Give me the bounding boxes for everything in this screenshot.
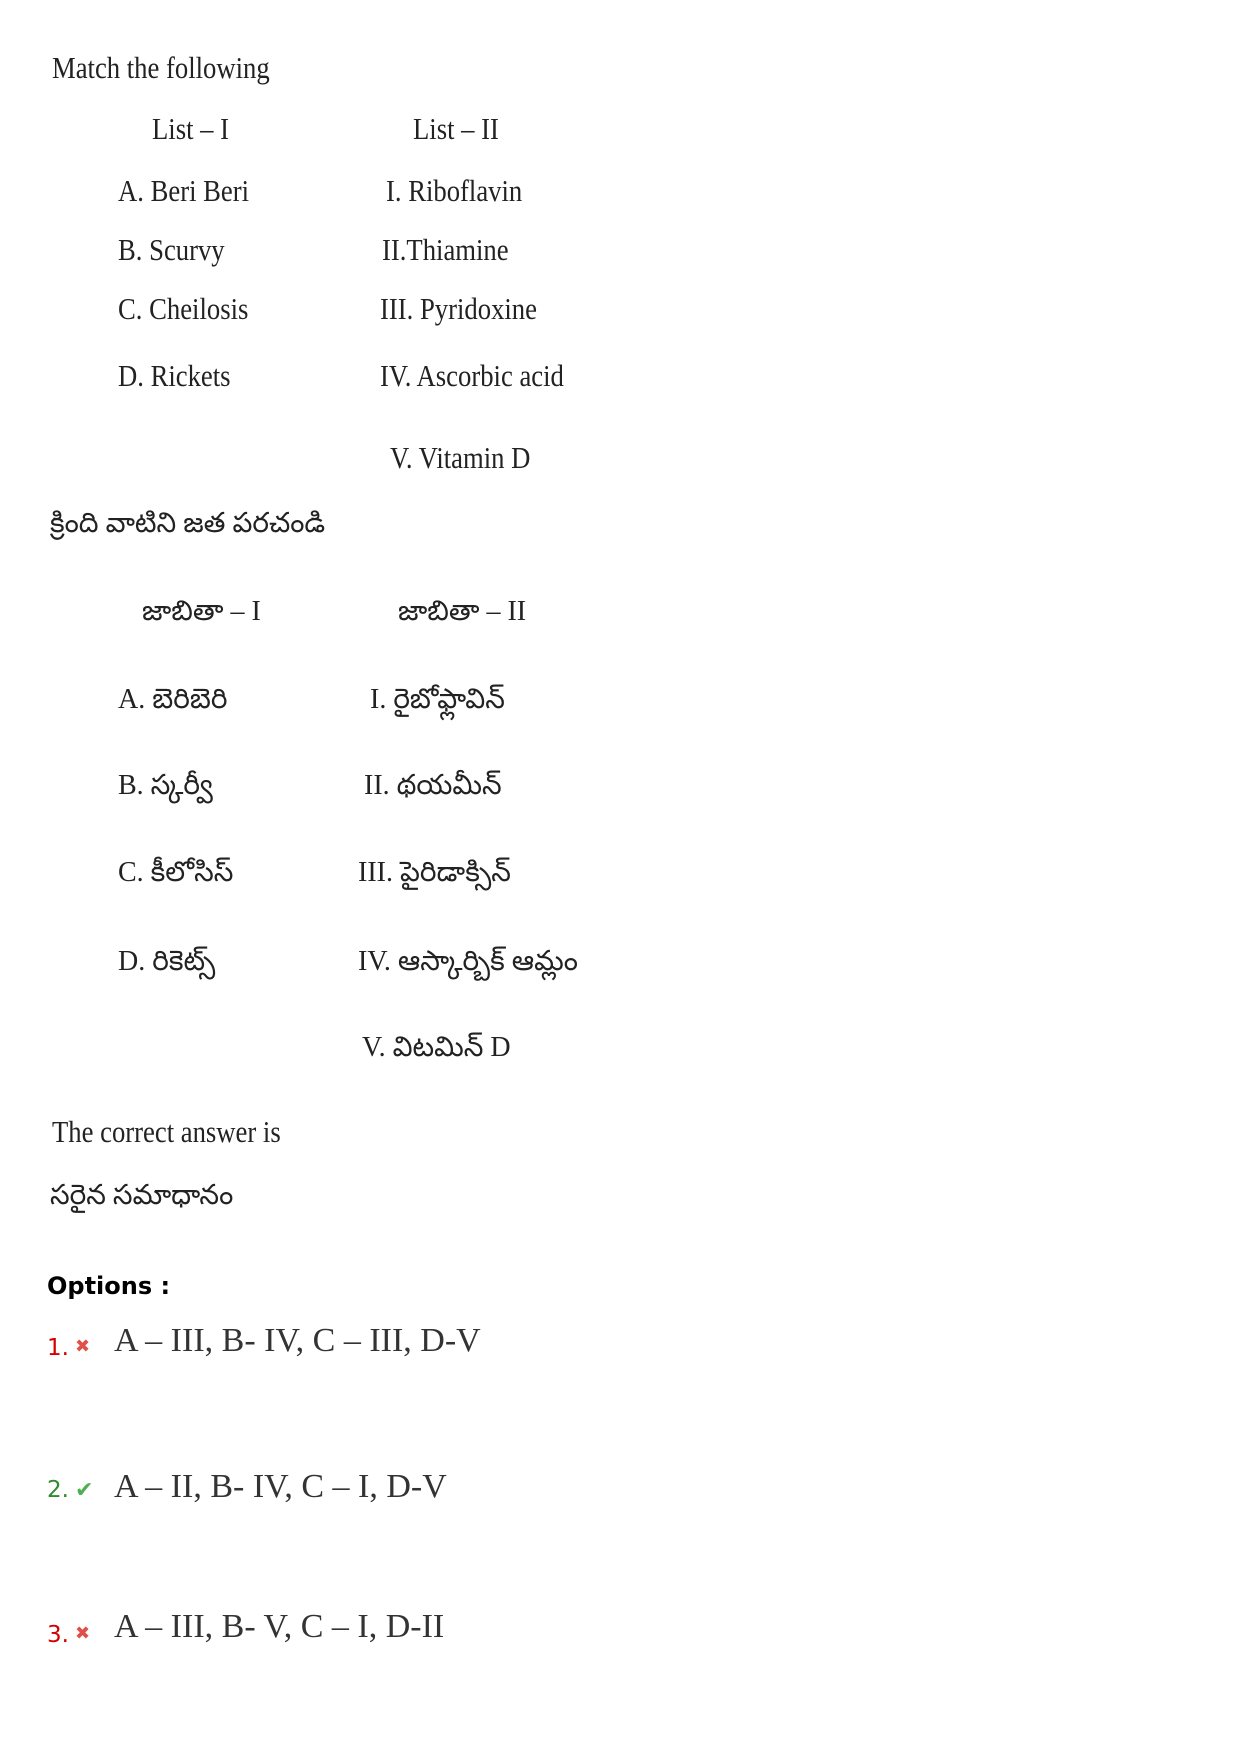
telugu-list1-header: జాబితా – I	[142, 596, 261, 627]
option-2-text[interactable]: A – II, B- IV, C – I, D-V	[114, 1468, 447, 1505]
list1-item-d: D. Rickets	[118, 358, 231, 393]
option-2[interactable]	[47, 1477, 93, 1503]
option-3-text[interactable]: A – III, B- V, C – I, D-II	[114, 1608, 445, 1645]
option-3-number: 3.	[47, 1622, 69, 1648]
list2-item-i: I. Riboflavin	[386, 173, 523, 208]
list1-item-b: B. Scurvy	[118, 232, 225, 267]
options-label: Options :	[47, 1272, 171, 1300]
check-icon: ✔	[74, 1478, 94, 1503]
list2-item-v: V. Vitamin D	[390, 440, 531, 475]
telugu-list2-item-i: I. రైబోఫ్లావిన్	[370, 684, 505, 715]
question-heading: Match the following	[52, 50, 270, 85]
option-1-text[interactable]: A – III, B- IV, C – III, D-V	[114, 1322, 481, 1359]
list2-header: List – II	[413, 111, 499, 146]
telugu-list1-item-d: D. రికెట్స్	[118, 946, 216, 977]
cross-icon: ✖	[74, 1336, 91, 1357]
telugu-question-heading: క్రింది వాటిని జత పరచండి	[50, 508, 326, 539]
list1-item-c: C. Cheilosis	[118, 291, 249, 326]
list2-item-ii: II.Thiamine	[382, 232, 509, 267]
list1-item-a: A. Beri Beri	[118, 173, 250, 208]
telugu-list2-item-iii: III. పైరిడాక్సిన్	[358, 857, 511, 888]
telugu-list1-item-c: C. కీలోసిస్	[118, 857, 234, 888]
telugu-list1-item-b: B. స్కర్వీ	[118, 770, 213, 801]
cross-icon: ✖	[74, 1623, 91, 1644]
telugu-list2-item-iv: IV. ఆస్కార్బిక్ ఆమ్లం	[358, 946, 578, 977]
list2-item-iv: IV. Ascorbic acid	[380, 358, 564, 393]
answer-prompt-english: The correct answer is	[52, 1114, 281, 1149]
option-3[interactable]	[47, 1622, 90, 1648]
telugu-list1-item-a: A. బెరిబెరి	[118, 684, 228, 715]
option-1[interactable]	[47, 1335, 90, 1361]
telugu-list2-header: జాబితా – II	[398, 596, 527, 627]
answer-prompt-telugu: సరైన సమాధానం	[50, 1180, 234, 1211]
telugu-list2-item-ii: II. థయమీన్	[364, 770, 502, 801]
list2-item-iii: III. Pyridoxine	[380, 291, 537, 326]
option-1-number: 1.	[47, 1335, 69, 1361]
list1-header: List – I	[152, 111, 230, 146]
option-2-number: 2.	[47, 1477, 69, 1503]
telugu-list2-item-v: V. విటమిన్ D	[362, 1032, 511, 1063]
